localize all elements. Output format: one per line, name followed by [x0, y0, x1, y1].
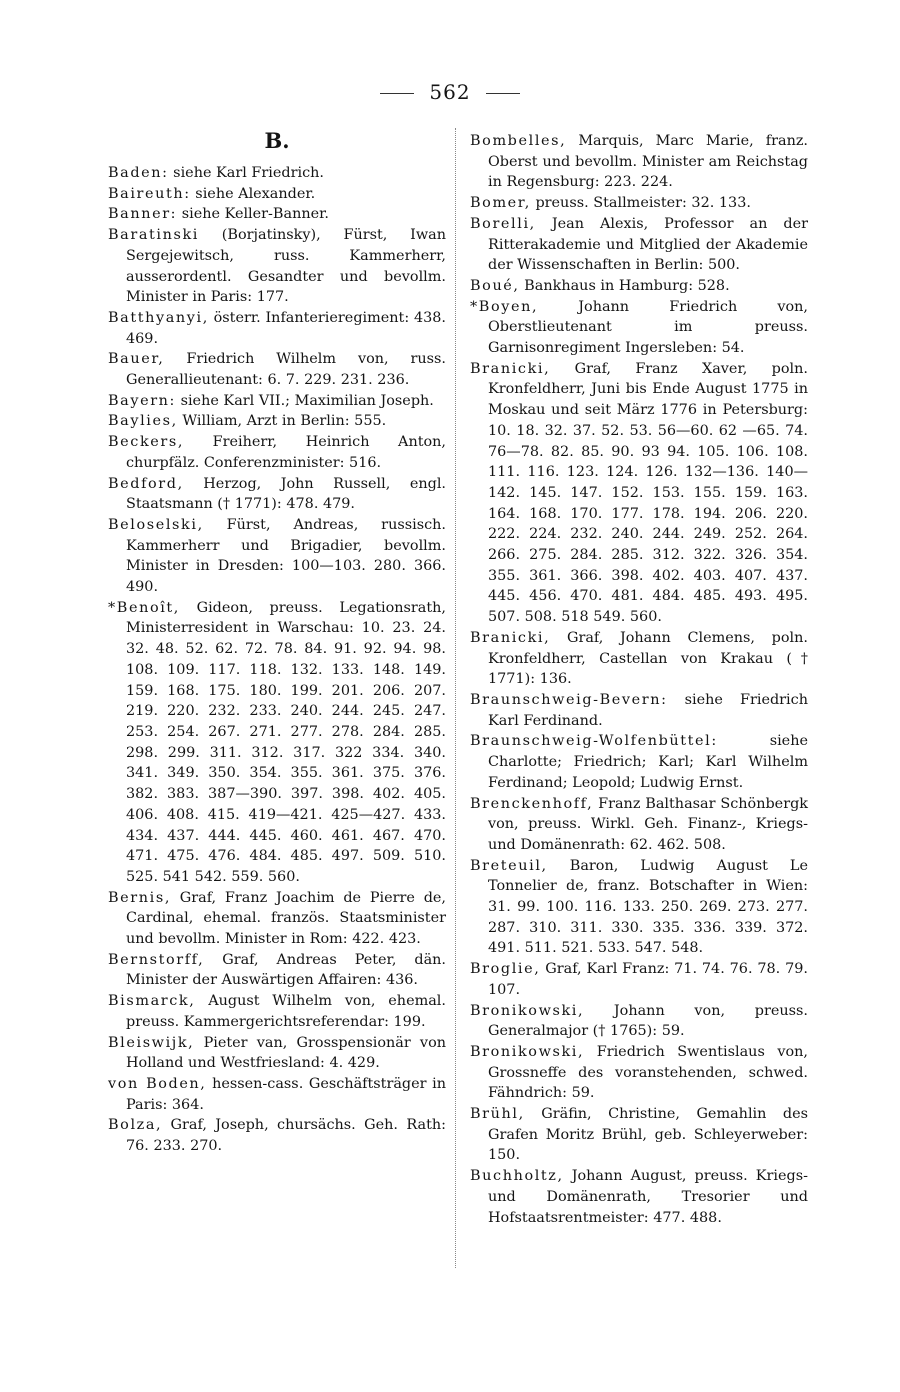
- index-entry: [108, 991, 446, 1032]
- entry-name: Baden:: [108, 165, 169, 181]
- index-entry: [108, 163, 446, 184]
- entry-name: Bombelles,: [470, 133, 567, 149]
- entry-text: Franz Balthasar Schönbergk von, preuss. Wirkl. Geh. Finanz-, Kriegs- und Domänenrath: 62. 462. 508.: [488, 795, 808, 853]
- index-entry: [108, 204, 446, 225]
- entry-name: Baratinski: [108, 227, 199, 244]
- index-entry: [108, 888, 446, 950]
- entry-text: Graf, Andreas Peter, dän. Minister der Auswärtigen Affairen: 436.: [126, 951, 446, 989]
- entry-text: siehe Friedrich Karl Ferdinand.: [488, 691, 808, 729]
- index-entry: [470, 193, 808, 214]
- index-entry: [470, 131, 808, 193]
- entry-name: Bauer,: [108, 351, 165, 368]
- entry-text: Baron, Ludwig August Le Tonnelier de, franz. Botschafter in Wien: 31. 99. 100. 116. 133. 250. 269. 273. 277. 287. 310. 311. 330. 335. 336. 339. 372. 491. 511. 521. 533. 547. 548.: [488, 857, 808, 957]
- entry-text: Jean Alexis, Professor an der Ritterakademie und Mitglied der Akademie der Wissenschaften in Berlin: 500.: [488, 215, 808, 274]
- index-entry: [470, 731, 808, 793]
- index-entry: [470, 297, 808, 359]
- entry-name: Brühl,: [470, 1106, 525, 1123]
- index-entry: [108, 474, 446, 515]
- entry-name: Boué,: [470, 277, 520, 294]
- section-heading: B.: [264, 128, 290, 153]
- entry-text: siehe Alexander.: [190, 185, 316, 202]
- entry-text: Friedrich Wilhelm von, russ. Generallieutenant: 6. 7. 229. 231. 236.: [126, 351, 446, 389]
- entry-name: von Boden,: [108, 1075, 207, 1092]
- index-entry: [470, 214, 808, 276]
- index-entry: [108, 1033, 446, 1074]
- entry-name: Batthyanyi,: [108, 309, 209, 326]
- entry-name: Bolza,: [108, 1117, 163, 1134]
- entry-name: Branicki,: [470, 629, 551, 646]
- index-entry: [108, 349, 446, 390]
- index-entry: [470, 276, 808, 297]
- entry-name: Baylies,: [108, 413, 178, 430]
- entry-text: Graf, Joseph, chursächs. Geh. Rath: 76. 233. 270.: [126, 1117, 446, 1155]
- entry-name: *Benoît,: [108, 599, 180, 616]
- entry-name: Bomer,: [470, 195, 531, 212]
- index-entry: [470, 856, 808, 960]
- page-number: 562: [429, 80, 471, 104]
- index-entry: [108, 950, 446, 991]
- entry-text: preuss. Stallmeister: 32. 133.: [530, 195, 751, 212]
- entry-name: Borelli,: [470, 215, 536, 232]
- column-divider: [455, 128, 456, 1268]
- index-entry: [108, 225, 446, 308]
- entry-text: Johann von, preuss. Generalmajor († 1765): 59.: [488, 1002, 808, 1040]
- index-entry: [108, 308, 446, 349]
- entry-text: Fürst, Andreas, russisch. Kammerherr und Brigadier, bevollm. Minister in Dresden: 100—103. 280. 366. 490.: [126, 516, 446, 596]
- entry-text: Graf, Johann Clemens, poln. Kronfeldherr, Castellan von Krakau († 1771): 136.: [488, 629, 808, 688]
- entry-text: hessen-cass. Geschäftsträger in Paris: 364.: [126, 1075, 446, 1113]
- entry-name: Breteuil,: [470, 857, 548, 874]
- entry-name: Bismarck,: [108, 993, 196, 1010]
- entry-text: Gideon, preuss. Legationsrath, Ministerresident in Warschau: 10. 23. 24. 32. 48. 52. 62. 72. 78. 84. 91. 92. 94. 98. 108. 109. 117. 118. 132. 133. 148. 149. 159. 168. 175. 180. 199. 201. 206. 207. 219. 220. 232. 233. 240. 244. 245. 247. 253. 254. 267. 271. 277. 278. 284. 285. 298. 299. 311. 312. 317. 322 334. 340. 341. 349. 350. 354. 355. 361. 375. 376. 382. 383. 387—390. 397. 398. 402. 405. 406. 408. 415. 419—421. 425—427. 433. 434. 437. 444. 445. 460. 461. 467. 470. 471. 475. 476. 484. 485. 497. 509. 510. 525. 541 542. 559. 560.: [126, 599, 446, 885]
- entry-text: siehe Charlotte; Friedrich; Karl; Karl Wilhelm Ferdinand; Leopold; Ludwig Ernst.: [488, 733, 808, 791]
- index-entry: [108, 411, 446, 432]
- entry-text: siehe Karl VII.; Maximilian Joseph.: [176, 392, 434, 409]
- entry-name: Bleiswijk,: [108, 1034, 195, 1051]
- index-entry: [108, 1115, 446, 1156]
- entry-name: Brenckenhoff,: [470, 795, 594, 812]
- entry-text: siehe Karl Friedrich.: [168, 165, 325, 181]
- entry-text: Herzog, John Russell, engl. Staatsmann († 1771): 478. 479.: [126, 475, 446, 513]
- index-entry: [470, 794, 808, 856]
- entry-name: Buchholtz,: [470, 1168, 564, 1185]
- entry-text: Graf, Franz Joachim de Pierre de, Cardinal, ehemal. französ. Staatsminister und bevollm. Minister in Rom: 422. 423.: [126, 889, 446, 948]
- entry-text: siehe Keller-Banner.: [177, 206, 329, 223]
- entry-name: Banner:: [108, 206, 178, 223]
- entry-text: Bankhaus in Hamburg: 528.: [519, 277, 730, 294]
- entry-text: Graf, Karl Franz: 71. 74. 76. 78. 79. 107.: [488, 961, 808, 998]
- index-entry: [470, 690, 808, 731]
- index-entry: [470, 359, 808, 628]
- entry-name: Beckers,: [108, 434, 185, 451]
- page-header: [0, 80, 900, 104]
- index-entry: [108, 515, 446, 598]
- entry-name: Beloselski,: [108, 516, 204, 533]
- entry-text: Marquis, Marc Marie, franz. Oberst und bevollm. Minister am Reichstag in Regensburg: 223. 224.: [488, 133, 808, 191]
- entry-name: Braunschweig-Bevern:: [470, 691, 668, 708]
- entry-name: *Boyen,: [470, 298, 539, 315]
- index-entry: [108, 184, 446, 205]
- index-entry: [470, 1104, 808, 1166]
- index-entry: [470, 959, 808, 1000]
- entry-text: Graf, Franz Xaver, poln. Kronfeldherr, Juni bis Ende August 1775 in Moskau und seit März 1776 in Petersburg: 10. 18. 32. 37. 52. 53. 56—60. 62 —65. 74. 76—78. 82. 85. 90. 93 94. 105. 106. 108. 111. 116. 123. 124. 126. 132—136. 140—142. 145. 147. 152. 153. 155. 159. 163. 164. 168. 170. 177. 178. 194. 206. 220. 222. 224. 232. 240. 244. 249. 252. 264. 266. 275. 284. 285. 312. 322. 326. 354. 355. 361. 366. 398. 402. 403. 407. 437. 445. 456. 470. 481. 484. 485. 493. 495. 507. 508. 518 549. 560.: [488, 360, 808, 626]
- index-entry: [108, 598, 446, 888]
- entry-text: österr. Infanterieregiment: 438. 469.: [126, 309, 446, 347]
- entry-text: Freiherr, Heinrich Anton, churpfälz. Conferenzminister: 516.: [126, 434, 446, 471]
- entry-text: August Wilhelm von, ehemal. preuss. Kammergerichtsreferendar: 199.: [126, 993, 446, 1030]
- header-rule-left: [380, 93, 414, 94]
- header-rule-right: [486, 93, 520, 94]
- entry-text: Johann Friedrich von, Oberstlieutenant im preuss. Garnisonregiment Ingersleben: 54.: [488, 298, 808, 357]
- index-entry: [470, 628, 808, 690]
- entry-name: Bronikowski,: [470, 1002, 585, 1019]
- index-entry: [470, 1001, 808, 1042]
- index-entry: [108, 432, 446, 473]
- entry-text: (Borjatinsky), Fürst, Iwan Sergejewitsch, russ. Kammerherr, ausserordentl. Gesandter und bevollm. Minister in Paris: 177.: [126, 227, 446, 306]
- entry-text: Johann August, preuss. Kriegs- und Domänenrath, Tresorier und Hofstaatsrentmeister: 477. 488.: [488, 1168, 808, 1226]
- index-entry: [470, 1166, 808, 1228]
- entry-name: Bernstorff,: [108, 951, 205, 968]
- entry-name: Broglie,: [470, 961, 541, 978]
- entry-name: Bayern:: [108, 392, 176, 409]
- index-entry: [108, 391, 446, 412]
- entry-name: Baireuth:: [108, 185, 191, 202]
- entry-name: Braunschweig-Wolfenbüttel:: [470, 733, 718, 750]
- entry-name: Bedford,: [108, 475, 184, 492]
- entry-name: Bronikowski,: [470, 1043, 585, 1060]
- entry-text: Pieter van, Grosspensionär von Holland und Westfriesland: 4. 429.: [126, 1034, 446, 1072]
- entry-name: Branicki,: [470, 360, 551, 377]
- entry-text: William, Arzt in Berlin: 555.: [177, 413, 387, 430]
- entry-text: Gräfin, Christine, Gemahlin des Grafen Moritz Brühl, geb. Schleyerweber: 150.: [488, 1106, 808, 1164]
- entry-text: Friedrich Swentislaus von, Grossneffe des voranstehenden, schwed. Fähndrich: 59.: [488, 1043, 808, 1102]
- entry-name: Bernis,: [108, 889, 172, 906]
- index-entry: [470, 1042, 808, 1104]
- index-entry: [108, 1074, 446, 1115]
